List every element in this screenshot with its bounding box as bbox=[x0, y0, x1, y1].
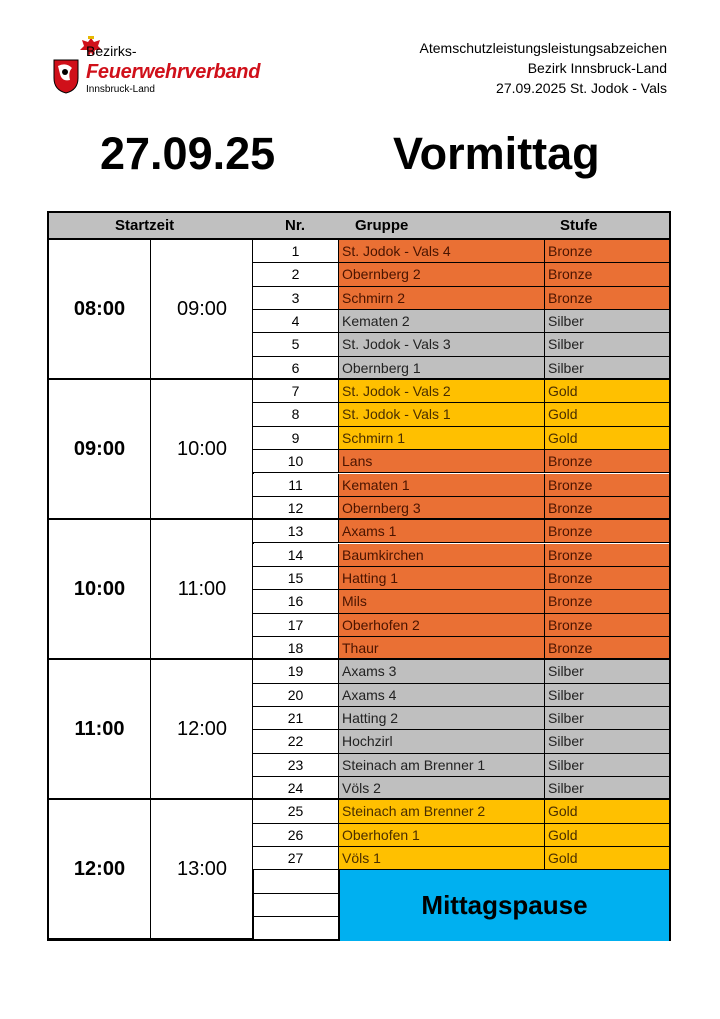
row-number: 16 bbox=[253, 590, 339, 612]
row-number: 4 bbox=[253, 310, 339, 332]
row-group: Obernberg 3 bbox=[339, 497, 545, 518]
table-row bbox=[253, 847, 669, 870]
row-number: 3 bbox=[253, 287, 339, 309]
empty-row bbox=[253, 917, 339, 940]
table-row bbox=[253, 777, 669, 800]
empty-row bbox=[253, 894, 339, 917]
row-group: Oberhofen 2 bbox=[339, 614, 545, 636]
row-number: 19 bbox=[253, 660, 339, 682]
table-row bbox=[253, 380, 669, 403]
row-number: 25 bbox=[253, 800, 339, 822]
row-group: Mils bbox=[339, 590, 545, 612]
row-group: Kematen 1 bbox=[339, 474, 545, 496]
table-row bbox=[253, 333, 669, 356]
row-level: Silber bbox=[545, 754, 669, 776]
table-row bbox=[253, 824, 669, 847]
row-group: Schmirn 2 bbox=[339, 287, 545, 309]
block-end-time: 12:00 bbox=[176, 718, 228, 741]
col-startzeit: Startzeit bbox=[115, 217, 175, 234]
logo-line-1: Bezirks- bbox=[86, 43, 137, 59]
table-row bbox=[253, 567, 669, 590]
table-row bbox=[253, 263, 669, 286]
shield-icon bbox=[52, 58, 80, 94]
row-number: 9 bbox=[253, 427, 339, 449]
header-line-2: Bezirk Innsbruck-Land bbox=[527, 60, 667, 76]
row-group: Kematen 2 bbox=[339, 310, 545, 332]
table-row bbox=[253, 450, 669, 473]
row-level: Gold bbox=[545, 403, 669, 425]
logo-line-2: Feuerwehrverband bbox=[86, 61, 261, 83]
row-level: Bronze bbox=[545, 637, 669, 658]
row-level: Gold bbox=[545, 380, 669, 402]
block-end-time: 10:00 bbox=[176, 438, 228, 461]
table-row bbox=[253, 427, 669, 450]
row-number: 18 bbox=[253, 637, 339, 658]
row-level: Silber bbox=[545, 357, 669, 378]
col-nr: Nr. bbox=[285, 217, 306, 234]
block-start-time: 12:00 bbox=[73, 858, 126, 881]
row-level: Silber bbox=[545, 684, 669, 706]
table-row bbox=[253, 287, 669, 310]
header-line-1: Atemschutzleistungsleistungsabzeichen bbox=[419, 40, 667, 56]
row-number: 5 bbox=[253, 333, 339, 355]
table-row bbox=[253, 403, 669, 426]
table-row bbox=[253, 684, 669, 707]
row-group: Völs 2 bbox=[339, 777, 545, 798]
block-start-time: 11:00 bbox=[74, 718, 125, 741]
row-level: Bronze bbox=[545, 474, 669, 496]
row-level: Gold bbox=[545, 427, 669, 449]
row-group: Axams 4 bbox=[339, 684, 545, 706]
row-group: St. Jodok - Vals 2 bbox=[339, 380, 545, 402]
row-level: Bronze bbox=[545, 287, 669, 309]
row-group: St. Jodok - Vals 1 bbox=[339, 403, 545, 425]
table-row bbox=[253, 357, 669, 380]
col-gruppe: Gruppe bbox=[355, 217, 409, 234]
row-level: Bronze bbox=[545, 450, 669, 472]
row-level: Gold bbox=[545, 824, 669, 846]
row-level: Silber bbox=[545, 660, 669, 682]
row-group: St. Jodok - Vals 4 bbox=[339, 240, 545, 262]
row-number: 26 bbox=[253, 824, 339, 846]
block-start-time: 10:00 bbox=[73, 578, 126, 601]
logo bbox=[52, 36, 262, 96]
time-block bbox=[49, 800, 253, 940]
table-row bbox=[253, 590, 669, 613]
row-group: Schmirn 1 bbox=[339, 427, 545, 449]
row-group: Hatting 1 bbox=[339, 567, 545, 589]
table-row bbox=[253, 240, 669, 263]
row-level: Silber bbox=[545, 777, 669, 798]
table-row bbox=[253, 310, 669, 333]
header-line-3: 27.09.2025 St. Jodok - Vals bbox=[496, 80, 667, 96]
row-number: 13 bbox=[253, 520, 339, 542]
row-number: 24 bbox=[253, 777, 339, 798]
table-row bbox=[253, 800, 669, 823]
page-title: Vormittag bbox=[393, 128, 600, 179]
row-group: Völs 1 bbox=[339, 847, 545, 869]
row-number: 7 bbox=[253, 380, 339, 402]
row-number: 12 bbox=[253, 497, 339, 518]
row-number: 27 bbox=[253, 847, 339, 869]
block-start-time: 09:00 bbox=[73, 438, 126, 461]
row-level: Silber bbox=[545, 730, 669, 752]
row-number: 10 bbox=[253, 450, 339, 472]
row-level: Bronze bbox=[545, 544, 669, 566]
row-level: Bronze bbox=[545, 263, 669, 285]
row-level: Bronze bbox=[545, 520, 669, 542]
row-number: 20 bbox=[253, 684, 339, 706]
row-level: Bronze bbox=[545, 614, 669, 636]
row-group: Oberhofen 1 bbox=[339, 824, 545, 846]
row-group: Lans bbox=[339, 450, 545, 472]
row-level: Bronze bbox=[545, 567, 669, 589]
time-block bbox=[49, 660, 253, 800]
table-row bbox=[253, 520, 669, 543]
row-number: 17 bbox=[253, 614, 339, 636]
row-group: Axams 1 bbox=[339, 520, 545, 542]
row-group: Hatting 2 bbox=[339, 707, 545, 729]
row-level: Bronze bbox=[545, 497, 669, 518]
row-level: Silber bbox=[545, 707, 669, 729]
row-group: Obernberg 2 bbox=[339, 263, 545, 285]
table-row bbox=[253, 730, 669, 753]
empty-row bbox=[253, 870, 339, 893]
row-number: 1 bbox=[253, 240, 339, 262]
table-row bbox=[253, 614, 669, 637]
row-number: 2 bbox=[253, 263, 339, 285]
row-number: 6 bbox=[253, 357, 339, 378]
row-group: Hochzirl bbox=[339, 730, 545, 752]
row-group: Baumkirchen bbox=[339, 544, 545, 566]
row-level: Bronze bbox=[545, 590, 669, 612]
table-row bbox=[253, 707, 669, 730]
row-group: Steinach am Brenner 2 bbox=[339, 800, 545, 822]
table-row bbox=[253, 754, 669, 777]
time-block bbox=[49, 520, 253, 660]
row-number: 21 bbox=[253, 707, 339, 729]
row-level: Silber bbox=[545, 333, 669, 355]
row-number: 22 bbox=[253, 730, 339, 752]
schedule-table bbox=[47, 211, 671, 941]
row-level: Bronze bbox=[545, 240, 669, 262]
row-group: Obernberg 1 bbox=[339, 357, 545, 378]
row-number: 8 bbox=[253, 403, 339, 425]
block-start-time: 08:00 bbox=[73, 298, 126, 321]
document-header bbox=[420, 38, 667, 98]
block-end-time: 13:00 bbox=[176, 858, 228, 881]
time-block bbox=[49, 380, 253, 520]
time-block bbox=[49, 240, 253, 380]
table-row bbox=[253, 544, 669, 567]
row-number: 15 bbox=[253, 567, 339, 589]
row-level: Silber bbox=[545, 310, 669, 332]
row-level: Gold bbox=[545, 800, 669, 822]
row-group: Thaur bbox=[339, 637, 545, 658]
logo-line-3: Innsbruck-Land bbox=[86, 84, 155, 95]
table-header bbox=[49, 213, 669, 240]
row-level: Gold bbox=[545, 847, 669, 869]
row-group: Axams 3 bbox=[339, 660, 545, 682]
block-end-time: 09:00 bbox=[176, 298, 228, 321]
table-row bbox=[253, 474, 669, 497]
row-number: 14 bbox=[253, 544, 339, 566]
table-row bbox=[253, 637, 669, 660]
lunch-break: Mittagspause bbox=[339, 870, 669, 941]
table-row bbox=[253, 497, 669, 520]
col-stufe: Stufe bbox=[560, 217, 598, 234]
block-end-time: 11:00 bbox=[177, 578, 227, 601]
row-group: St. Jodok - Vals 3 bbox=[339, 333, 545, 355]
table-row bbox=[253, 660, 669, 683]
row-number: 11 bbox=[253, 474, 339, 496]
row-number: 23 bbox=[253, 754, 339, 776]
page-date: 27.09.25 bbox=[100, 128, 276, 179]
row-group: Steinach am Brenner 1 bbox=[339, 754, 545, 776]
